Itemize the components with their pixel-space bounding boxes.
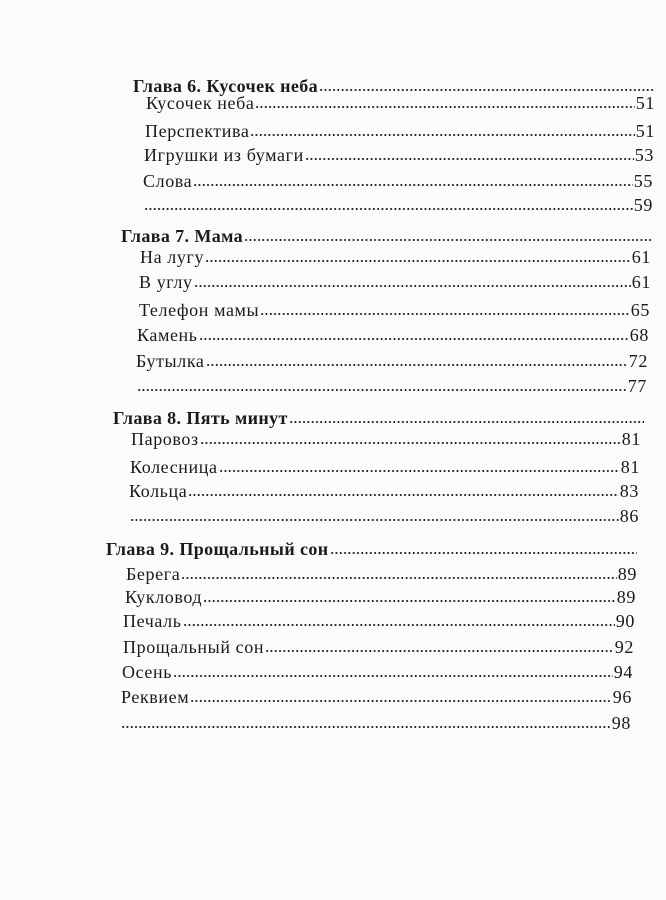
toc-entry-title: Перспектива <box>145 121 250 141</box>
toc-entry-title: Бутылка <box>136 351 205 371</box>
toc-entry-title: Прощальный сон <box>123 637 265 657</box>
toc-entry-title: Кукловод <box>125 587 203 607</box>
toc-entry <box>136 370 647 396</box>
toc-entry-page: 51 <box>635 121 655 141</box>
toc-entry <box>145 115 655 141</box>
toc-entry <box>143 165 653 191</box>
toc-entry-page: 89 <box>617 564 637 584</box>
toc-entry-page: 86 <box>619 506 639 526</box>
dot-leader <box>181 576 617 580</box>
toc-entry <box>144 139 654 165</box>
toc-entry-page: 61 <box>631 272 651 292</box>
toc-entry <box>136 345 648 371</box>
toc-entry-page: 53 <box>634 145 654 165</box>
toc-entry-page: 55 <box>633 171 653 191</box>
dot-leader <box>205 259 631 263</box>
toc-entry-page: 96 <box>612 687 632 707</box>
dot-leader <box>194 284 631 288</box>
toc-entry-title: Камень <box>137 325 198 345</box>
dot-leader <box>260 312 630 316</box>
toc-entry-title: Телефон мамы <box>139 300 260 320</box>
dot-leader <box>265 649 614 653</box>
toc-entry <box>139 266 651 292</box>
toc-entry-page: 89 <box>616 587 636 607</box>
toc-entry-title: Печаль <box>123 611 182 631</box>
dot-leader <box>121 725 611 729</box>
toc-entry <box>143 189 653 215</box>
dot-leader <box>193 183 633 187</box>
dot-leader <box>206 363 628 367</box>
toc-entry <box>129 475 639 501</box>
toc-entry-page: 61 <box>631 247 651 267</box>
toc-chapter-9 <box>106 533 638 559</box>
toc-entry-title: Осень <box>122 662 173 682</box>
toc-entry-page: 94 <box>613 662 633 682</box>
toc-entry <box>140 241 651 267</box>
dot-leader <box>250 133 634 137</box>
toc-entry-page: 81 <box>621 429 641 449</box>
toc-entry-page: 65 <box>630 300 650 320</box>
toc-entry <box>122 656 633 682</box>
toc-entry-title: Игрушки из бумаги <box>144 145 304 165</box>
dot-leader <box>200 441 621 445</box>
toc-entry <box>137 319 649 345</box>
toc-entry-title: Реквием <box>121 687 190 707</box>
toc-entry <box>120 707 631 733</box>
dot-leader <box>203 599 616 603</box>
toc-entry <box>146 87 655 113</box>
toc-entry-page: 83 <box>619 481 639 501</box>
toc-entry-page: 68 <box>629 325 649 345</box>
toc-entry-title: Глава 8. Пять минут <box>113 408 288 428</box>
dot-leader <box>173 674 613 678</box>
toc-entry-title: В углу <box>139 272 193 292</box>
dot-leader <box>188 493 619 497</box>
dot-leader <box>190 699 612 703</box>
dot-leader <box>137 388 627 392</box>
dot-leader <box>305 157 634 161</box>
dot-leader <box>219 469 620 473</box>
toc-entry-title: Паровоз <box>131 429 199 449</box>
dot-leader <box>183 623 615 627</box>
toc-entry <box>129 500 639 526</box>
toc-entry <box>123 605 635 631</box>
dot-leader <box>130 518 619 522</box>
dot-leader <box>330 551 637 555</box>
toc-entry-page: 51 <box>635 93 655 113</box>
toc-entry-title: Кусочек неба <box>146 93 255 113</box>
toc-entry-title: Глава 9. Прощальный сон <box>106 539 329 559</box>
toc-entry-title: Глава 6. Кусочек неба <box>133 76 319 96</box>
dot-leader <box>144 207 633 211</box>
toc-entry-page: 98 <box>611 713 631 733</box>
toc-entry-page: 92 <box>614 637 634 657</box>
toc-entry <box>125 581 636 607</box>
toc-entry <box>131 423 641 449</box>
toc-entry-title: Колесница <box>130 457 218 477</box>
dot-leader <box>199 337 629 341</box>
toc-entry <box>121 681 632 707</box>
toc-entry-title: Кольца <box>129 481 188 501</box>
toc-entry-title: На лугу <box>140 247 205 267</box>
toc-entry <box>139 294 650 320</box>
toc-entry-page: 90 <box>615 611 635 631</box>
toc-entry-title: Слова <box>143 171 193 191</box>
toc-entry-page: 72 <box>628 351 648 371</box>
toc-entry <box>123 631 634 657</box>
toc-entry-page: 59 <box>633 195 653 215</box>
toc-entry-page: 77 <box>627 376 647 396</box>
toc-entry-page: 81 <box>620 457 640 477</box>
dot-leader <box>255 105 634 109</box>
toc-entry <box>130 451 640 477</box>
toc-entry-title: Глава 7. Мама <box>121 226 244 246</box>
toc-entry-title: Берега <box>126 564 181 584</box>
